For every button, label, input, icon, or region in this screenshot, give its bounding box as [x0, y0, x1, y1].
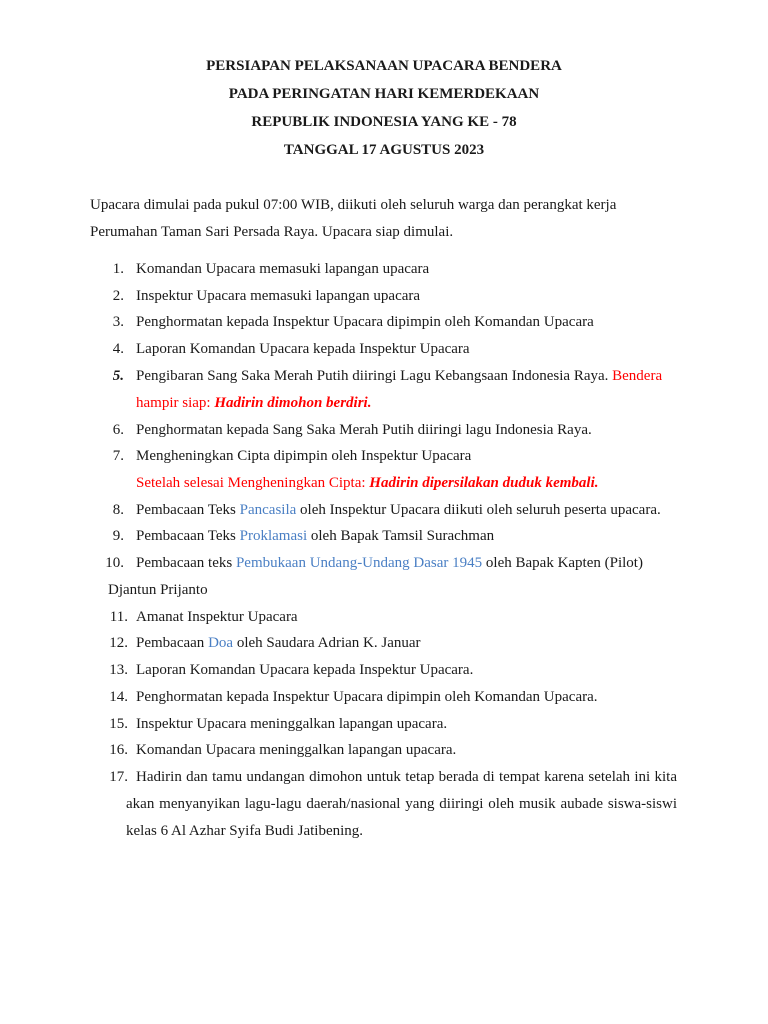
item-2-number: 2. [112, 288, 124, 304]
item-5-text [136, 366, 662, 386]
item-6-number: 6. [112, 422, 124, 438]
item-10-continuation: Djantun Prijanto [108, 582, 208, 598]
item-5-note-a: Bendera [612, 368, 663, 384]
item-10-link[interactable]: Pembukaan Undang-Undang Dasar 1945 [235, 555, 483, 571]
item-9-text [136, 526, 494, 546]
item-14-number: 14. [109, 689, 128, 705]
item-10-post: oleh Bapak Kapten (Pilot) [482, 555, 643, 571]
title-line-4: TANGGAL 17 AGUSTUS 2023 [283, 142, 485, 158]
intro-line-1: Upacara dimulai pada pukul 07:00 WIB, diikuti oleh seluruh warga dan perangkat kerja [90, 197, 617, 213]
item-12-pre: Pembacaan [136, 635, 209, 651]
item-9-number: 9. [112, 528, 124, 544]
item-9-link[interactable]: Proklamasi [239, 528, 308, 544]
item-8-pre: Pembacaan Teks [136, 502, 240, 518]
item-15-text: Inspektur Upacara meninggalkan lapangan upacara. [136, 716, 448, 732]
item-5-number: 5. [112, 368, 124, 384]
item-7-note-bold: Hadirin dipersilakan duduk kembali. [369, 475, 599, 491]
item-11-number: 11. [109, 609, 128, 625]
item-1-number: 1. [112, 261, 124, 277]
item-5-note-bold: Hadirin dimohon berdiri. [214, 395, 372, 411]
item-7-note-line [136, 473, 599, 493]
item-17-line-2: akan menyanyikan lagu-lagu daerah/nasional yang diiringi oleh musik aubade siswa-siswi [126, 796, 677, 812]
item-12-link[interactable]: Doa [208, 635, 234, 651]
item-17-number: 17. [109, 769, 128, 785]
item-8-number: 8. [112, 502, 124, 518]
item-8-text [136, 500, 661, 520]
item-9-post: oleh Bapak Tamsil Surachman [307, 528, 495, 544]
item-13-text: Laporan Komandan Upacara kepada Inspektur Upacara. [136, 662, 474, 678]
item-7-note: Setelah selesai Mengheningkan Cipta: [136, 475, 370, 491]
item-17-line-3: kelas 6 Al Azhar Syifa Budi Jatibening. [126, 823, 364, 839]
item-17-line-1: Hadirin dan tamu undangan dimohon untuk tetap berada di tempat karena setelah ini kita [136, 769, 677, 785]
item-16-text: Komandan Upacara meninggalkan lapangan upacara. [136, 742, 457, 758]
item-14-text: Penghormatan kepada Inspektur Upacara dipimpin oleh Komandan Upacara. [136, 689, 598, 705]
item-8-post: oleh Inspektur Upacara diikuti oleh seluruh peserta upacara. [296, 502, 661, 518]
item-3-number: 3. [112, 314, 124, 330]
item-15-number: 15. [109, 716, 128, 732]
item-2-text: Inspektur Upacara memasuki lapangan upacara [136, 288, 421, 304]
item-5-main: Pengibaran Sang Saka Merah Putih diiringi Lagu Kebangsaan Indonesia Raya. [136, 368, 613, 384]
item-4-number: 4. [112, 341, 124, 357]
title-line-2: PADA PERINGATAN HARI KEMERDEKAAN [228, 86, 540, 102]
item-11-text: Amanat Inspektur Upacara [136, 609, 298, 625]
item-10-text [136, 553, 643, 573]
item-3-text: Penghormatan kepada Inspektur Upacara dipimpin oleh Komandan Upacara [136, 314, 594, 330]
item-9-pre: Pembacaan Teks [136, 528, 240, 544]
item-12-number: 12. [109, 635, 128, 651]
item-10-pre: Pembacaan teks [136, 555, 236, 571]
item-6-text: Penghormatan kepada Sang Saka Merah Putih diiringi lagu Indonesia Raya. [136, 422, 592, 438]
item-7-number: 7. [112, 448, 124, 464]
item-5-note-b: hampir siap: [136, 395, 215, 411]
item-16-number: 16. [109, 742, 128, 758]
intro-line-2: Perumahan Taman Sari Persada Raya. Upacara siap dimulai. [90, 224, 454, 240]
item-8-link[interactable]: Pancasila [239, 502, 297, 518]
title-line-3: REPUBLIK INDONESIA YANG KE - 78 [251, 114, 517, 130]
item-12-post: oleh Saudara Adrian K. Januar [233, 635, 421, 651]
item-1-text: Komandan Upacara memasuki lapangan upacara [136, 261, 430, 277]
item-13-number: 13. [109, 662, 128, 678]
item-5-note-line [136, 393, 371, 413]
title-line-1: PERSIAPAN PELAKSANAAN UPACARA BENDERA [206, 58, 562, 74]
item-4-text: Laporan Komandan Upacara kepada Inspektur Upacara [136, 341, 470, 357]
item-10-number: 10. [105, 555, 124, 571]
item-12-text [136, 633, 421, 653]
item-7-text: Mengheningkan Cipta dipimpin oleh Inspektur Upacara [136, 448, 472, 464]
document-title [0, 52, 768, 164]
